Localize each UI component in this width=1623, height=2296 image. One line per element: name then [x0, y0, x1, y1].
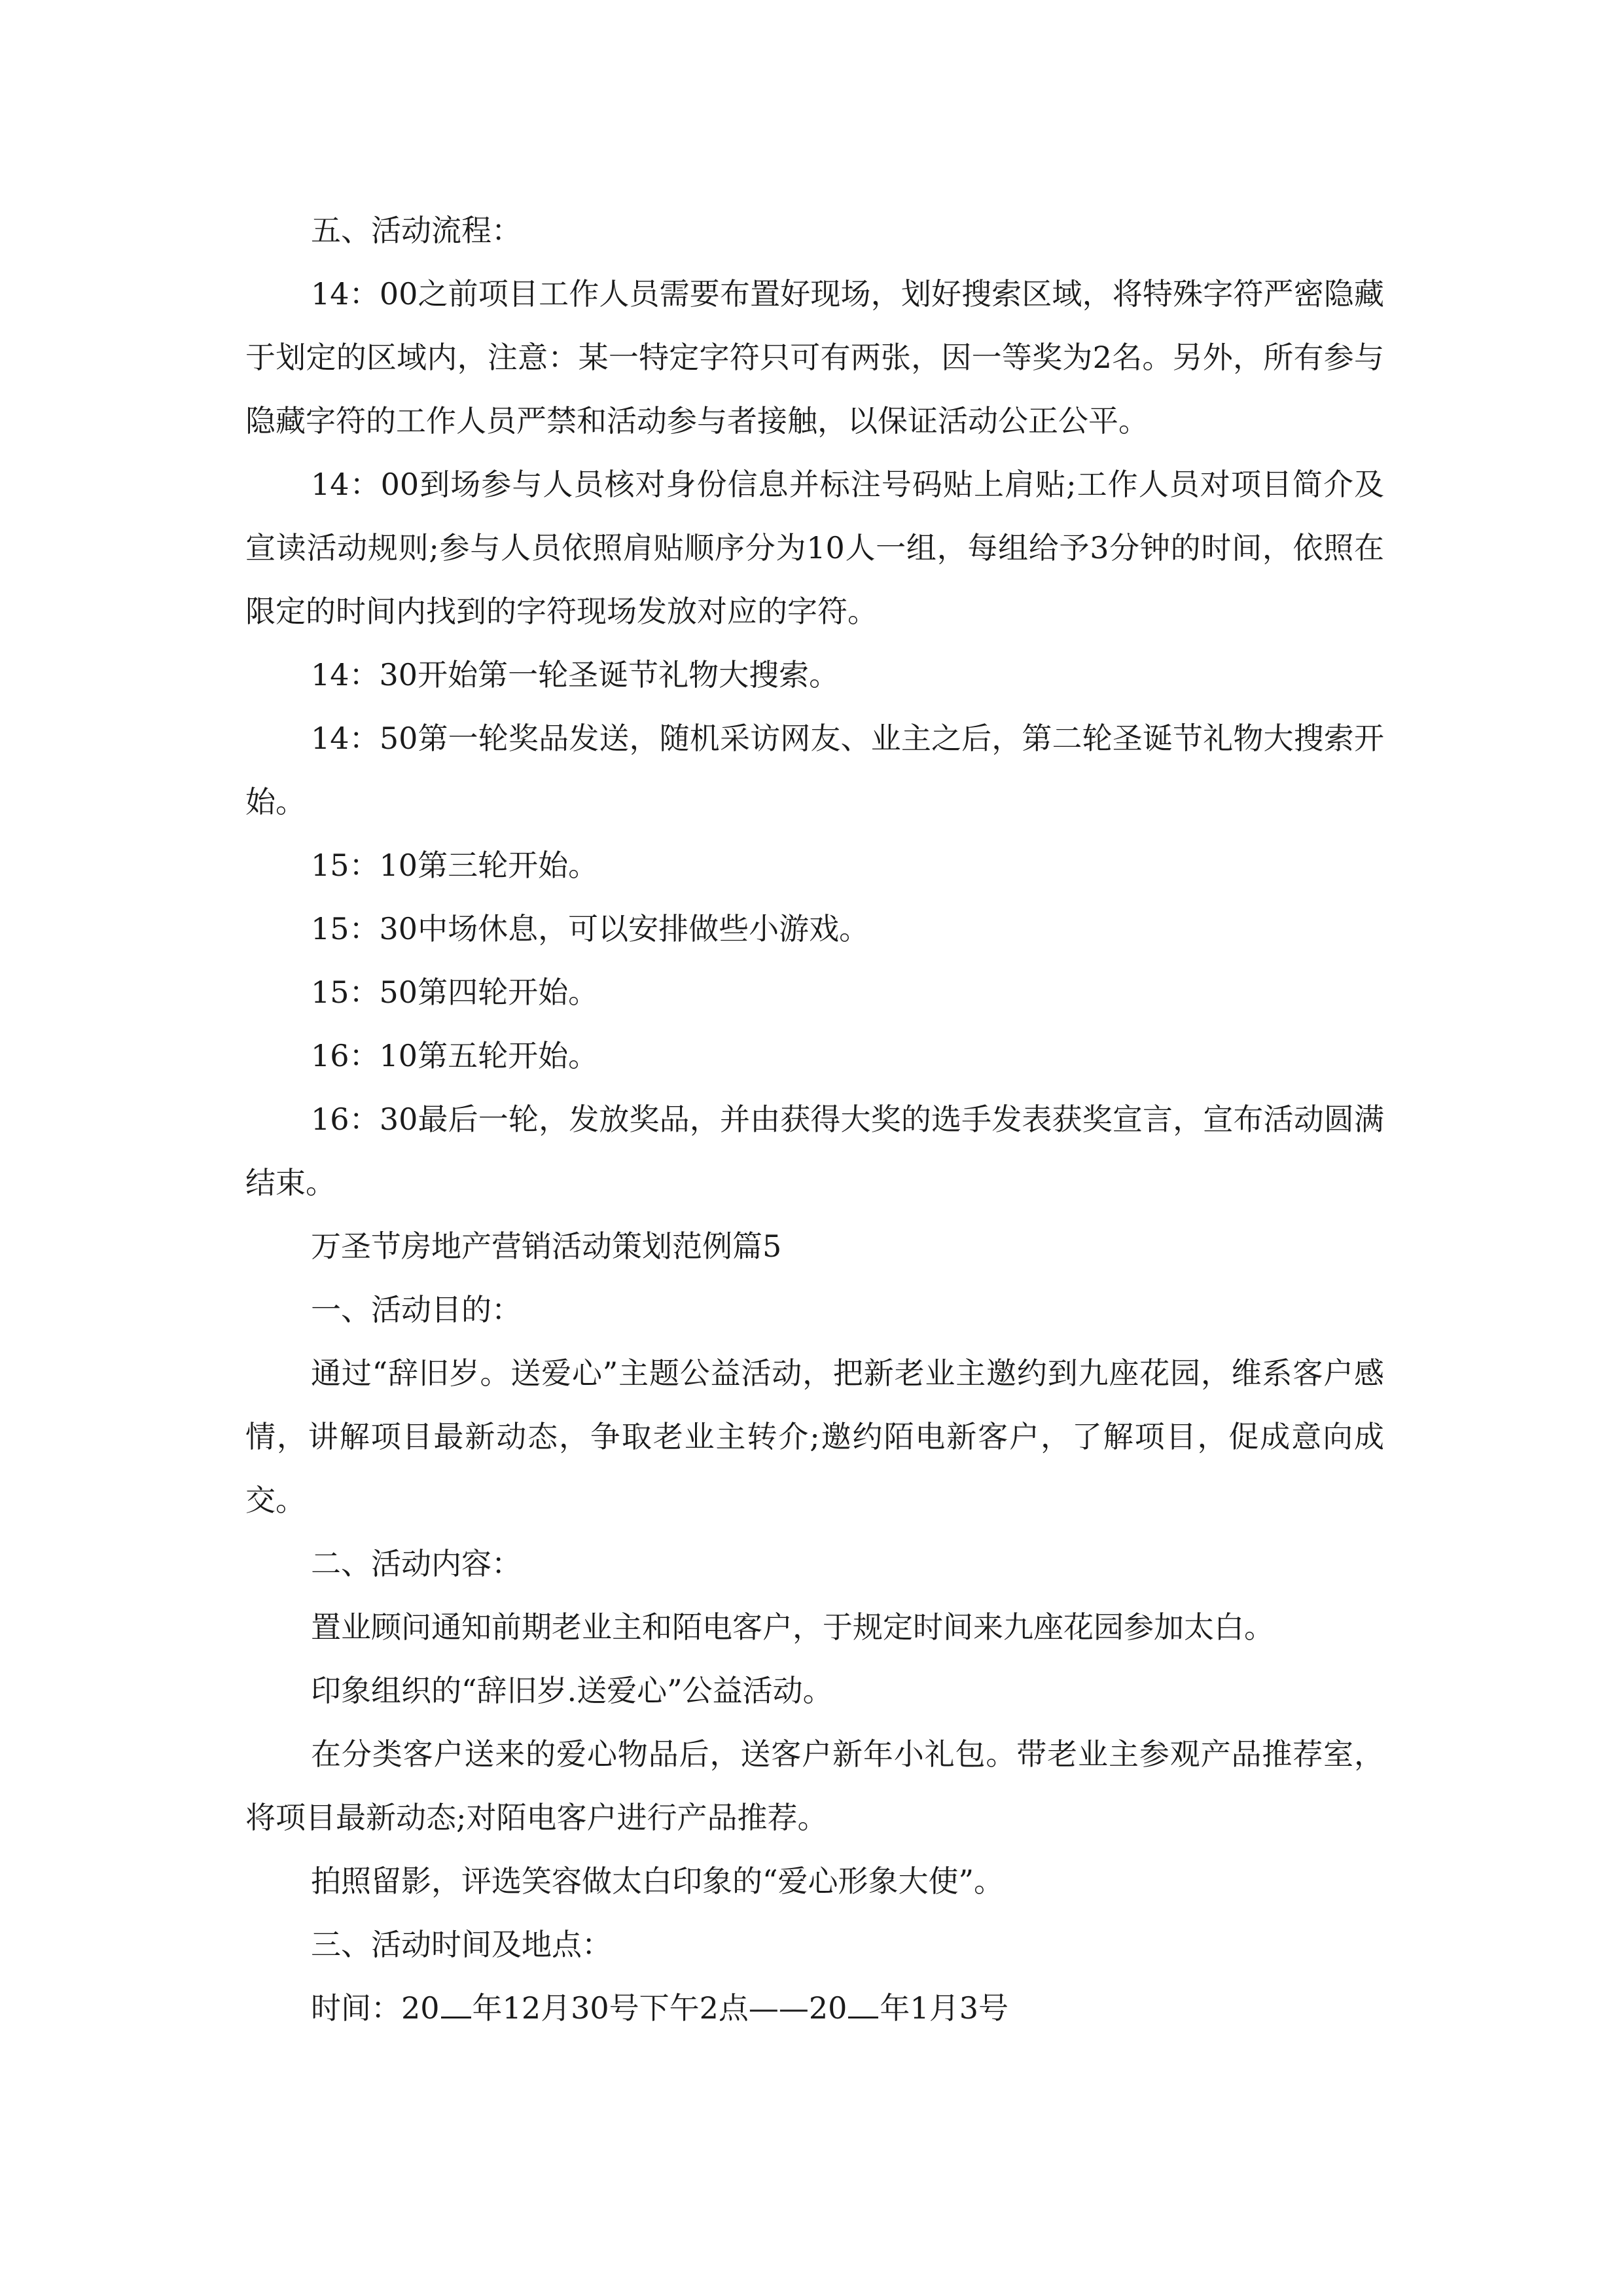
- paragraph: 在分类客户送来的爱心物品后，送客户新年小礼包。带老业主参观产品推荐室，将项目最新动态;对陌电客户进行产品推荐。: [245, 1736, 1384, 1835]
- section-heading-process: 五、活动流程：: [311, 213, 522, 248]
- paragraph: 15：30中场休息，可以安排做些小游戏。: [311, 911, 870, 946]
- paragraph: 14：00之前项目工作人员需要布置好现场，划好搜索区域，将特殊字符严密隐藏于划定的区域内，注意：某一特定字符只可有两张，因一等奖为2名。另外，所有参与隐藏字符的工作人员严禁和活动参与者接触，以保证活动公正公平。: [245, 276, 1384, 439]
- blank-underline: [441, 1990, 471, 2018]
- time-line: [245, 1977, 1384, 2040]
- paragraph: 通过“辞旧岁。送爱心”主题公益活动，把新老业主邀约到九座花园，维系客户感情，讲解项目最新动态，争取老业主转介;邀约陌电新客户，了解项目，促成意向成交。: [245, 1355, 1384, 1518]
- article-title: 万圣节房地产营销活动策划范例篇5: [311, 1229, 782, 1264]
- time-text-1: 时间：20: [311, 1990, 440, 2026]
- time-text-3: 年1月3号: [880, 1990, 1008, 2026]
- section-heading-purpose: 一、活动目的：: [311, 1292, 522, 1327]
- section-heading-time-place: 三、活动时间及地点：: [311, 1927, 612, 1962]
- paragraph: 置业顾问通知前期老业主和陌电客户，于规定时间来九座花园参加太白。: [311, 1609, 1274, 1645]
- blank-underline: [848, 1990, 878, 2018]
- document-body: [245, 199, 1384, 2040]
- paragraph: 14：00到场参与人员核对身份信息并标注号码贴上肩贴;工作人员对项目简介及宣读活动规则;参与人员依照肩贴顺序分为10人一组，每组给予3分钟的时间，依照在限定的时间内找到的字符现场发放对应的字符。: [245, 467, 1384, 629]
- paragraph: 14：30开始第一轮圣诞节礼物大搜索。: [311, 657, 840, 692]
- paragraph: 16：10第五轮开始。: [311, 1038, 599, 1073]
- paragraph: 14：50第一轮奖品发送，随机采访网友、业主之后，第二轮圣诞节礼物大搜索开始。: [245, 721, 1384, 819]
- paragraph: 15：10第三轮开始。: [311, 848, 599, 883]
- paragraph: 印象组织的“辞旧岁.送爱心”公益活动。: [311, 1673, 833, 1708]
- section-heading-content: 二、活动内容：: [311, 1546, 522, 1581]
- time-text-2: 年12月30号下午2点——20: [472, 1990, 847, 2026]
- paragraph: 拍照留影，评选笑容做太白印象的“爱心形象大使”。: [311, 1863, 1005, 1899]
- paragraph: 16：30最后一轮，发放奖品，并由获得大奖的选手发表获奖宣言，宣布活动圆满结束。: [245, 1102, 1384, 1200]
- paragraph: 15：50第四轮开始。: [311, 975, 599, 1010]
